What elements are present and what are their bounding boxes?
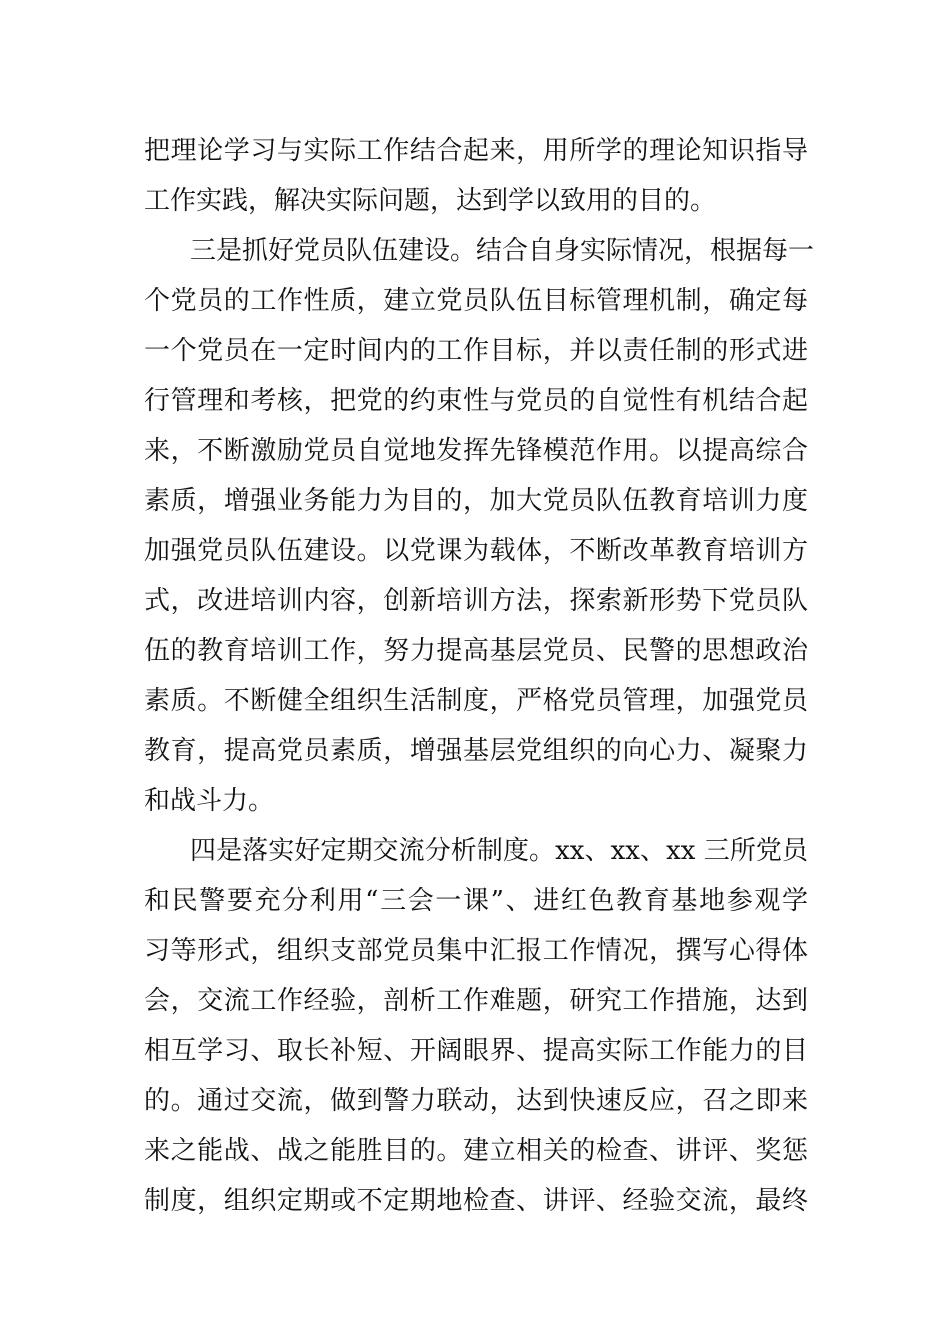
paragraph-3-line-5: 相互学习、取长补短、开阔眼界、提高实际工作能力的目 (144, 1036, 808, 1066)
paragraph-2-line-7: 加强党员队伍建设。以党课为载体，不断改革教育培训方 (144, 536, 808, 566)
paragraph-2-line-1: 三是抓好党员队伍建设。结合自身实际情况，根据每一 (190, 236, 815, 266)
paragraph-3-line-1: 四是落实好定期交流分析制度。xx、xx、xx 三所党员 (190, 836, 808, 866)
paragraph-1-line-1: 把理论学习与实际工作结合起来，用所学的理论知识指导 (144, 136, 808, 166)
paragraph-2-line-8: 式，改进培训内容，创新培训方法，探索新形势下党员队 (144, 586, 808, 616)
paragraph-2-line-5: 来，不断激励党员自觉地发挥先锋模范作用。以提高综合 (144, 436, 808, 466)
paragraph-3-line-8: 制度，组织定期或不定期地检查、讲评、经验交流，最终 (144, 1186, 808, 1216)
paragraph-2-line-12: 和战斗力。 (144, 786, 275, 816)
paragraph-2-line-11: 教育，提高党员素质，增强基层党组织的向心力、凝聚力 (144, 736, 808, 766)
paragraph-3-line-2: 和民警要充分利用“三会一课”、进红色教育基地参观学 (144, 886, 808, 916)
paragraph-2-line-2: 个党员的工作性质，建立党员队伍目标管理机制，确定每 (144, 286, 808, 316)
paragraph-2-line-6: 素质，增强业务能力为目的，加大党员队伍教育培训力度 (144, 486, 808, 516)
paragraph-2-line-9: 伍的教育培训工作，努力提高基层党员、民警的思想政治 (144, 636, 808, 666)
paragraph-3-line-6: 的。通过交流，做到警力联动，达到快速反应，召之即来 (144, 1086, 808, 1116)
paragraph-3-line-7: 来之能战、战之能胜目的。建立相关的检查、讲评、奖惩 (144, 1136, 808, 1166)
document-body (144, 126, 815, 1226)
paragraph-3-line-3: 习等形式，组织支部党员集中汇报工作情况，撰写心得体 (144, 936, 808, 966)
paragraph-2-line-4: 行管理和考核，把党的约束性与党员的自觉性有机结合起 (144, 386, 808, 416)
paragraph-2-line-10: 素质。不断健全组织生活制度，严格党员管理，加强党员 (144, 686, 808, 716)
paragraph-1-line-2: 工作实践，解决实际问题，达到学以致用的目的。 (144, 186, 717, 216)
paragraph-3-line-4: 会，交流工作经验，剖析工作难题，研究工作措施，达到 (144, 986, 808, 1016)
paragraph-2-line-3: 一个党员在一定时间内的工作目标，并以责任制的形式进 (144, 336, 808, 366)
